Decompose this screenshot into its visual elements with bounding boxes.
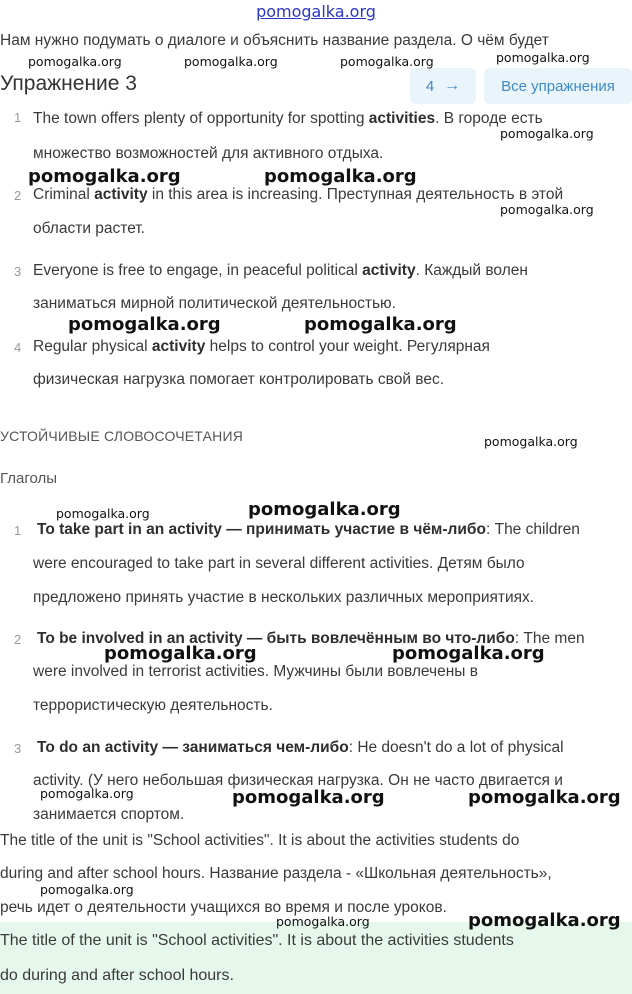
example-text: Regular physical [33,338,152,355]
watermark: pomogalka.org [56,506,150,521]
example-number: 4 [14,340,22,355]
watermark: pomogalka.org [40,882,134,897]
watermark: pomogalka.org [104,643,257,664]
example-line [33,262,528,280]
watermark: pomogalka.org [500,202,594,217]
section-heading: УСТОЙЧИВЫЕ СЛОВОСОЧЕТАНИЯ [0,428,244,444]
watermark: pomogalka.org [304,314,457,335]
collocation-line: were encouraged to take part in several different activities. Детям было [33,555,525,572]
collocation-phrase: To do an activity — заниматься чем-либо [37,739,349,756]
watermark: pomogalka.org [40,786,134,801]
intro-text: Нам нужно подумать о диалоге и объяснить название раздела. О чём будет [0,32,549,49]
watermark: pomogalka.org [484,434,578,449]
collocation-text: : The children [485,521,580,538]
page-title: Упражнение 3 [0,72,137,95]
watermark: pomogalka.org [276,914,370,929]
explanation-line: The title of the unit is "School activities". It is about the activities students do [0,832,520,849]
next-exercise-number: 4 [425,77,435,95]
watermark: pomogalka.org [340,54,434,69]
watermark: pomogalka.org [500,126,594,141]
watermark: pomogalka.org [28,54,122,69]
collocation-line [37,521,580,539]
collocation-phrase: To be involved in an activity — быть вовлечённым во что-либо [37,630,515,647]
collocation-number: 2 [14,632,22,647]
example-line: физическая нагрузка помогает контролировать свой вес. [33,371,445,388]
watermark: pomogalka.org [392,643,545,664]
collocation-text: : The men [514,630,585,647]
subsection-heading: Глаголы [0,470,58,487]
example-text: Criminal [33,186,95,203]
collocation-phrase: To take part in an activity — принимать участие в чём-либо [37,521,486,538]
arrow-right-icon: → [444,77,461,94]
watermark: pomogalka.org [28,166,181,187]
collocation-line: предложено принять участие в нескольких различных мероприятиях. [33,589,535,606]
collocation-line [37,739,564,757]
example-number: 1 [14,110,22,125]
example-line: заниматься мирной политической деятельностью. [33,295,396,312]
collocation-number: 3 [14,741,22,756]
collocation-line: were involved in terrorist activities. Мужчины были вовлечены в [33,663,478,680]
example-keyword: activities [368,110,436,127]
example-line: области растет. [33,220,145,237]
example-text: . Каждый волен [415,262,528,279]
example-text: . В городе есть [435,110,543,127]
explanation-line: речь идет о деятельности учащихся во время и после уроков. [0,899,447,916]
example-keyword: activity [362,262,416,279]
watermark: pomogalka.org [68,314,221,335]
example-text: Everyone is free to engage, in peaceful political [33,262,363,279]
example-text: helps to control your weight. Регулярная [205,338,490,355]
collocation-line: activity. (У него небольшая физическая нагрузка. Он не часто двигается и [33,772,563,789]
watermark: pomogalka.org [184,54,278,69]
next-exercise-button[interactable] [410,68,476,104]
example-line [33,338,490,356]
example-number: 3 [14,264,22,279]
example-keyword: activity [151,338,206,355]
explanation-line: during and after school hours. Название раздела - «Школьная деятельность», [0,865,552,882]
example-text: The town offers plenty of opportunity for spotting [33,110,369,127]
example-keyword: activity [94,186,148,203]
watermark: pomogalka.org [496,50,590,65]
site-link[interactable]: pomogalka.org [256,2,376,21]
watermark: pomogalka.org [264,166,417,187]
all-exercises-label: Все упражнения [501,77,615,95]
example-line: множество возможностей для активного отдыха. [33,145,384,162]
example-line [33,110,543,128]
example-text: in this area is increasing. Преступная деятельность в этой [147,186,564,203]
collocation-text: : He doesn't do a lot of physical [348,739,564,756]
watermark: pomogalka.org [468,910,621,931]
answer-line: The title of the unit is "School activities". It is about the activities students [0,932,514,949]
watermark: pomogalka.org [248,499,401,520]
answer-block [0,922,632,994]
example-line [33,186,563,204]
collocation-line: занимается спортом. [33,806,185,823]
collocation-line: террористическую деятельность. [33,697,273,714]
watermark: pomogalka.org [232,787,385,808]
all-exercises-button[interactable] [484,68,632,104]
answer-line: do during and after school hours. [0,967,234,984]
example-number: 2 [14,188,22,203]
collocation-number: 1 [14,523,22,538]
watermark: pomogalka.org [468,787,621,808]
